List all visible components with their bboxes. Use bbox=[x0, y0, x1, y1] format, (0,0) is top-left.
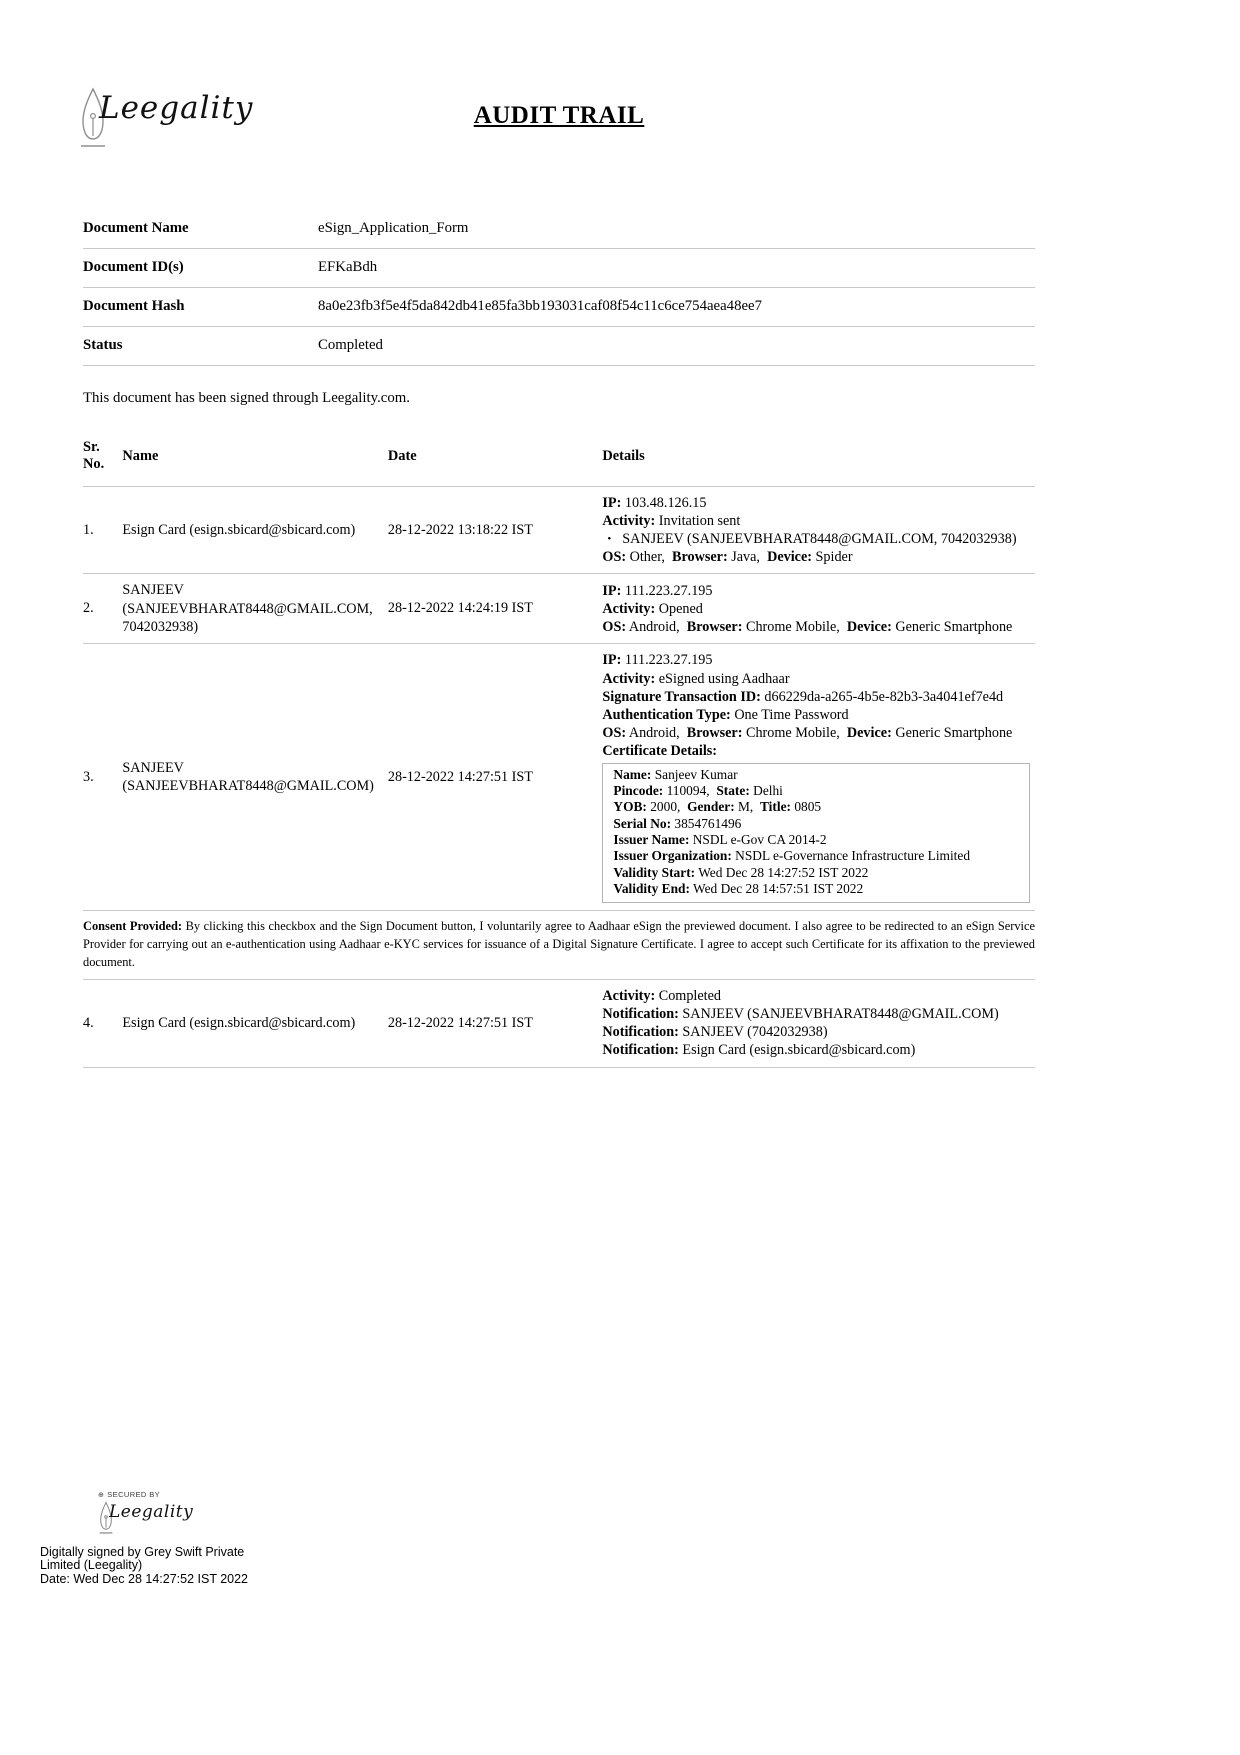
details-line bbox=[602, 651, 1035, 669]
secured-icon: ⊕ bbox=[98, 1491, 105, 1499]
certificate-line bbox=[613, 881, 1019, 897]
sr-cell: 3. bbox=[83, 644, 122, 911]
field-label: IP: bbox=[602, 495, 622, 511]
field-label: Signature Transaction ID: bbox=[602, 688, 761, 705]
certificate-line bbox=[613, 783, 1019, 799]
details-line bbox=[602, 724, 1035, 742]
field-label: Notification: bbox=[602, 1006, 679, 1023]
field-label: OS: bbox=[602, 724, 627, 741]
field-value: SANJEEV (7042032938) bbox=[678, 1024, 828, 1041]
certificate-line bbox=[613, 816, 1019, 832]
field-label: Device: bbox=[846, 618, 892, 635]
details-line bbox=[602, 670, 1035, 688]
field-value: 111.223.27.195 bbox=[621, 582, 713, 599]
field-value: eSigned using Aadhaar bbox=[655, 670, 790, 687]
field-label: Activity: bbox=[602, 600, 656, 617]
field-label: Device: bbox=[767, 549, 812, 566]
field-value: 103.48.126.15 bbox=[621, 495, 707, 511]
details-line bbox=[602, 987, 1035, 1005]
name-line: SANJEEV bbox=[122, 582, 184, 599]
info-label: Document Hash bbox=[83, 288, 318, 327]
name-line: Esign Card (esign.sbicard@sbicard.com) bbox=[122, 521, 356, 538]
field-value: 0805 bbox=[790, 799, 822, 815]
signed-note: This document has been signed through Leegality.com. bbox=[83, 390, 410, 406]
field-value: Delhi bbox=[749, 783, 783, 799]
certificate-line bbox=[613, 799, 1019, 815]
info-label: Document ID(s) bbox=[83, 249, 318, 288]
field-value: Other, bbox=[626, 549, 672, 566]
name-line: Esign Card (esign.sbicard@sbicard.com) bbox=[122, 1015, 356, 1032]
field-value: Sanjeev Kumar bbox=[651, 766, 738, 782]
details-cell bbox=[602, 644, 1035, 911]
certificate-line bbox=[613, 848, 1019, 864]
details-line bbox=[602, 706, 1035, 724]
field-value: NSDL e-Gov CA 2014-2 bbox=[689, 832, 827, 848]
date-cell: 28-12-2022 14:27:51 IST bbox=[388, 980, 603, 1067]
field-label: Browser: bbox=[671, 549, 728, 566]
field-value: 2000, bbox=[646, 799, 688, 815]
details-line bbox=[602, 1041, 1035, 1059]
field-label: Notification: bbox=[602, 1024, 679, 1041]
info-value: 8a0e23fb3f5e4f5da842db41e85fa3bb193031caf08f54c11c6ce754aea48ee7 bbox=[318, 288, 1035, 327]
field-value: SANJEEV (SANJEEVBHARAT8448@GMAIL.COM, 7042032938) bbox=[622, 531, 1017, 548]
field-value: One Time Password bbox=[730, 706, 849, 723]
field-label: Serial No: bbox=[613, 815, 672, 831]
field-label: State: bbox=[716, 783, 750, 799]
page-title: AUDIT TRAIL bbox=[473, 102, 645, 129]
field-label: Title: bbox=[759, 799, 791, 815]
field-label: Notification: bbox=[602, 1042, 679, 1059]
details-line bbox=[602, 494, 1035, 512]
details-line bbox=[602, 582, 1035, 600]
field-label: Gender: bbox=[687, 799, 735, 815]
logo-wordmark-small: Leegality bbox=[109, 1502, 194, 1522]
column-header-details: Details bbox=[602, 433, 1035, 487]
info-value: eSign_Application_Form bbox=[318, 210, 1035, 249]
field-label: Certificate Details: bbox=[602, 742, 718, 759]
certificate-line bbox=[613, 767, 1019, 783]
details-line bbox=[602, 1023, 1035, 1041]
details-line bbox=[602, 742, 1035, 760]
signature-line: Limited (Leegality) bbox=[40, 1558, 143, 1573]
field-value: Wed Dec 28 14:27:52 IST 2022 bbox=[695, 864, 869, 880]
field-value: Chrome Mobile, bbox=[742, 618, 847, 635]
secured-by-badge bbox=[98, 1490, 248, 1541]
date-cell: 28-12-2022 14:27:51 IST bbox=[388, 644, 603, 911]
field-label: IP: bbox=[602, 582, 622, 599]
field-value: Wed Dec 28 14:57:51 IST 2022 bbox=[689, 881, 864, 897]
field-label: Name: bbox=[613, 766, 652, 782]
audit-row bbox=[83, 487, 1035, 574]
info-label: Document Name bbox=[83, 210, 318, 249]
digital-signature-note bbox=[40, 1546, 248, 1586]
certificate-line bbox=[613, 832, 1019, 848]
details-line bbox=[602, 600, 1035, 618]
details-line bbox=[602, 512, 1035, 530]
details-line bbox=[602, 688, 1035, 706]
signature-line: Digitally signed by Grey Swift Private bbox=[40, 1545, 245, 1559]
name-line: (SANJEEVBHARAT8448@GMAIL.COM, bbox=[122, 600, 373, 617]
field-label: Issuer Organization: bbox=[613, 848, 732, 864]
field-label: Activity: bbox=[602, 670, 656, 687]
field-value: Generic Smartphone bbox=[891, 618, 1013, 635]
field-value: Android, bbox=[626, 724, 687, 741]
field-label: Validity End: bbox=[613, 881, 690, 897]
column-header-date: Date bbox=[388, 433, 603, 487]
audit-row bbox=[83, 574, 1035, 644]
certificate-line bbox=[613, 865, 1019, 881]
field-value: NSDL e-Governance Infrastructure Limited bbox=[731, 848, 971, 864]
field-value: Chrome Mobile, bbox=[742, 724, 847, 741]
field-label: OS: bbox=[602, 618, 627, 635]
field-value: Opened bbox=[655, 600, 703, 617]
info-value: Completed bbox=[318, 327, 1035, 366]
column-header-sr-no: Sr. No. bbox=[83, 433, 122, 487]
consent-text bbox=[83, 911, 1035, 980]
field-value: 3854761496 bbox=[671, 815, 742, 831]
info-row bbox=[83, 210, 1035, 249]
details-line bbox=[602, 530, 1035, 548]
field-value: d66229da-a265-4b5e-82b3-3a4041ef7e4d bbox=[760, 688, 1004, 705]
details-cell bbox=[602, 487, 1035, 574]
certificate-details-box bbox=[602, 763, 1030, 904]
name-cell bbox=[122, 487, 388, 574]
field-label: Browser: bbox=[686, 618, 743, 635]
info-label: Status bbox=[83, 327, 318, 366]
field-value: Completed bbox=[655, 988, 722, 1005]
audit-row bbox=[83, 644, 1035, 911]
info-value: EFKaBdh bbox=[318, 249, 1035, 288]
field-label: Activity: bbox=[602, 513, 656, 530]
field-label: Authentication Type: bbox=[602, 706, 731, 723]
field-label: Activity: bbox=[602, 988, 656, 1005]
document-content bbox=[83, 0, 1035, 1068]
field-label: Consent Provided: bbox=[83, 919, 183, 934]
footer bbox=[40, 1490, 248, 1586]
field-value: Android, bbox=[626, 618, 687, 635]
field-value: Spider bbox=[811, 549, 853, 566]
leegality-logo-small bbox=[98, 1500, 248, 1541]
document-info-table bbox=[83, 210, 1035, 366]
consent-row bbox=[83, 911, 1035, 980]
bullet-icon: • bbox=[607, 533, 612, 546]
field-value: 111.223.27.195 bbox=[621, 652, 713, 669]
details-line bbox=[602, 618, 1035, 636]
field-label: Pincode: bbox=[613, 783, 664, 799]
name-cell bbox=[122, 574, 388, 644]
audit-table-header-row bbox=[83, 433, 1035, 487]
name-cell bbox=[122, 980, 388, 1067]
secured-by-line bbox=[98, 1490, 248, 1499]
date-cell: 28-12-2022 13:18:22 IST bbox=[388, 487, 603, 574]
field-label: Device: bbox=[846, 724, 892, 741]
audit-table bbox=[83, 433, 1035, 1068]
info-row bbox=[83, 249, 1035, 288]
name-line: (SANJEEVBHARAT8448@GMAIL.COM) bbox=[122, 778, 374, 795]
info-row bbox=[83, 288, 1035, 327]
field-value: SANJEEV (SANJEEVBHARAT8448@GMAIL.COM) bbox=[678, 1006, 999, 1023]
field-value: M, bbox=[734, 799, 760, 815]
field-label: Issuer Name: bbox=[613, 832, 690, 848]
sr-cell: 4. bbox=[83, 980, 122, 1067]
field-label: Validity Start: bbox=[613, 864, 696, 880]
field-label: Browser: bbox=[686, 724, 743, 741]
audit-row bbox=[83, 980, 1035, 1067]
sr-cell: 2. bbox=[83, 574, 122, 644]
name-line: SANJEEV bbox=[122, 760, 184, 776]
field-value: Invitation sent bbox=[655, 513, 741, 530]
logo-wordmark: Leegality bbox=[99, 90, 254, 126]
date-cell: 28-12-2022 14:24:19 IST bbox=[388, 574, 603, 644]
field-value: Esign Card (esign.sbicard@sbicard.com) bbox=[678, 1042, 916, 1059]
field-value: Java, bbox=[727, 549, 768, 566]
details-cell bbox=[602, 980, 1035, 1067]
sr-cell: 1. bbox=[83, 487, 122, 574]
field-value: By clicking this checkbox and the Sign Document button, I voluntarily agree to Aadhaar eSign the previewed document. I also agree to be redirected to an eSign Service Provider for carrying out an e-authentication using Aadhaar e-KYC services for issuance of a Digital Signature Certificate. I agree to accept such Certificate for its affixation to the previewed document. bbox=[83, 919, 1035, 970]
field-label: YOB: bbox=[613, 799, 647, 815]
column-header-name: Name bbox=[122, 433, 388, 487]
field-value: 110094, bbox=[663, 783, 717, 799]
signature-line: Date: Wed Dec 28 14:27:52 IST 2022 bbox=[40, 1571, 249, 1586]
field-value: Generic Smartphone bbox=[891, 724, 1013, 741]
info-row bbox=[83, 327, 1035, 366]
field-label: IP: bbox=[602, 652, 622, 669]
details-line bbox=[602, 548, 1035, 566]
details-cell bbox=[602, 574, 1035, 644]
secured-by-label: SECURED BY bbox=[107, 1490, 161, 1499]
name-cell bbox=[122, 644, 388, 911]
name-line: 7042032938) bbox=[122, 619, 199, 636]
details-line bbox=[602, 1005, 1035, 1023]
field-label: OS: bbox=[602, 549, 627, 566]
